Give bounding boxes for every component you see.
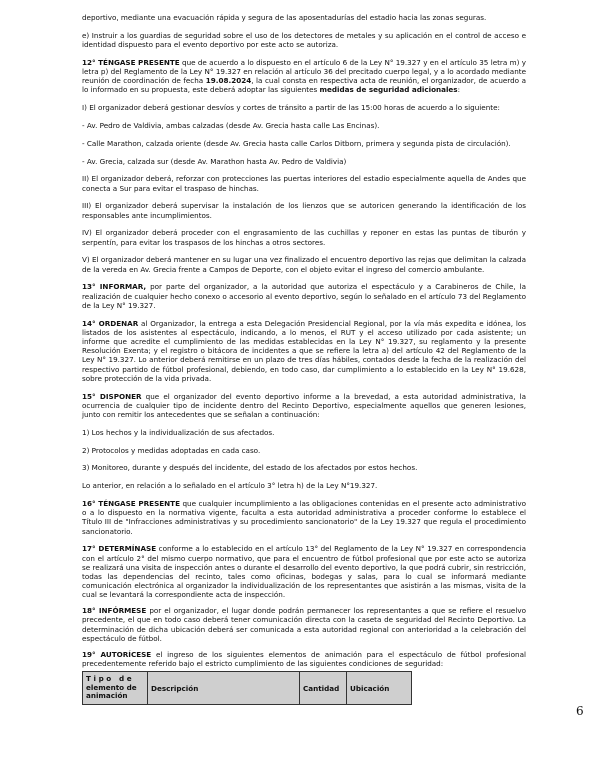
measure-V: V) El organizador deberá mantener en su lugar una vez finalizado el encuentro deportivo las rejas que delimitan la calzada de la vereda en Av. Grecia frente a Campos de Deporte, con el objeto evitar el ingreso del comercio ambulante.: [82, 255, 526, 274]
list-item-2: 2) Protocolos y medidas adoptadas en cada caso.: [82, 445, 261, 455]
paragraph-18: [82, 606, 526, 643]
heading-14: 14° ORDENAR: [82, 318, 139, 328]
paragraph-14: [82, 319, 526, 383]
measure-I: I) El organizador deberá gestionar desvíos y cortes de tránsito a partir de las 15:00 horas de acuerdo a lo siguiente:: [82, 103, 500, 113]
paragraph-12-text-b: , la cual consta en respectiva acta de reunión, el organizador, de acuerdo a lo informado en su propuesta, este deberá adoptar las siguientes: [82, 76, 527, 95]
heading-17: 17° DETERMÍNASE: [82, 544, 157, 554]
document-page: [82, 13, 526, 705]
paragraph-15: [82, 392, 526, 420]
measure-IV: IV) El organizador deberá proceder con el engrasamiento de las cuchillas y reponer en estas las puntas de tiburón y serpentín, para evitar los traspasos de los hinchas a otros sectores.: [82, 228, 526, 247]
route-item-1: - Av. Pedro de Valdivia, ambas calzadas (desde Av. Grecia hasta calle Las Encinas).: [82, 121, 380, 130]
col-header-descripcion: Descripción: [148, 672, 300, 705]
route-item-3: - Av. Grecia, calzada sur (desde Av. Marathon hasta Av. Pedro de Valdivia): [82, 156, 347, 166]
col-header-tipo-line1: Tipo de: [86, 674, 135, 684]
col-header-cantidad: Cantidad: [300, 672, 347, 705]
heading-12: 12° TÉNGASE PRESENTE: [82, 57, 180, 67]
paragraph-12-text-a: que de acuerdo a lo dispuesto en el artículo 6 de la Ley N° 19.327 y en el artículo 35 letra m) y letra p) del Reglamento de la Ley N° 19.327 en relación al artículo 36 del precitado cuerpo legal, y a lo acordado mediante reunión de coordinación de fecha: [82, 57, 526, 86]
page-number: 6: [576, 704, 584, 718]
paragraph-18-text: por el organizador, el lugar donde podrán permanecer los representantes a que se refiere el resuelvo precedente, el que en todo caso deberá tener comunicación directa con la caseta de seguridad del Recinto Deportivo. La determinación de dicha ubicación deberá ser comunicada a esta autoridad regional con anterioridad a la celebración del espectáculo de fútbol.: [82, 606, 526, 643]
paragraph-17: [82, 544, 526, 599]
paragraph-16: [82, 499, 526, 536]
col-header-ubicacion: Ubicación: [347, 672, 412, 705]
paragraph-15-text: que el organizador del evento deportivo informe a la brevedad, a esta autoridad administrativa, la ocurrencia de cualquier tipo de incidente dentro del Recinto Deportivo, especialmente aquellos que generen lesiones, junto con remitir los antecedentes que se señalan a continuación:: [82, 391, 526, 420]
additional-measures-label: medidas de seguridad adicionales: [319, 85, 458, 95]
measure-III: III) El organizador deberá supervisar la instalación de los lienzos que se autoricen generando la identificación de los responsables ante incumplimientos.: [82, 201, 526, 220]
measure-II: II) El organizador deberá, reforzar con protecciones las puertas interiores del estadio especialmente aquella de Andes que conecta a Sur para evitar el traspaso de hinchas.: [82, 174, 526, 193]
col-header-tipo: [83, 672, 148, 705]
paragraph-12: [82, 58, 526, 95]
paragraph-13-text: por parte del organizador, a la autoridad que autoriza el espectáculo y a Carabineros de Chile, la realización de cualquier hecho conexo o accesorio al evento deportivo, según lo señalado en el artículo 73 del Reglamento de la Ley N° 19.327.: [82, 282, 526, 310]
paragraph-14-text: al Organizador, la entrega a esta Delegación Presidencial Regional, por la vía más expedita e idónea, los listados de los asistentes al espectáculo, indicando, a lo menos, el RUT y el acceso utilizado por cada asistente; un informe que acredite el cumplimiento de las medidas establecidas en la Ley N° 19.327, su reglamento y la presente Resolución Exenta; y el registro o bitácora de incidentes a que se refiere la letra a) del artículo 42 del Reglamento de la Ley N° 19.327. Lo anterior deberá remitirse en un plazo de tres días hábiles, contados desde la fecha de la realización del respectivo partido de fútbol profesional, debiendo, en todo caso, dar cumplimiento a lo establecido en la Ley N° 19.628, sobre protección de la vida privada.: [82, 318, 526, 383]
paragraph-17-text: conforme a lo establecido en el artículo 13° del Reglamento de la Ley N° 19.327 en correspondencia con el artículo 2° del mismo cuerpo normativo, que para el encuentro de fútbol profesional que por este acto se autoriza se realizará una visita de inspección antes o durante el desarrollo del evento deportivo, la que podrá cubrir, sin restricción, todas las dependencias del recinto, tales como oficinas, bodegas y salas, para lo cual se informará mediante comunicación electrónica al organizador la individualización de los representantes que asistirán a las mismas, visita de la cual se levantará la correspondiente acta de inspección.: [82, 544, 527, 600]
paragraph-12-colon: :: [457, 85, 461, 95]
table-header-row: [83, 672, 412, 705]
paragraph-continuation: deportivo, mediante una evacuación rápida y segura de las aposentadurías del estadio hacia las zonas seguras.: [82, 13, 487, 22]
heading-19: 19° AUTORÍCESE: [82, 649, 152, 659]
paragraph-19-text: el ingreso de los siguientes elementos de animación para el espectáculo de fútbol profesional precedentemente referido bajo el estricto cumplimiento de las siguientes condiciones de seguridad:: [82, 649, 526, 668]
heading-13: 13° INFORMAR,: [82, 282, 147, 292]
list-item-1: 1) Los hechos y la individualización de sus afectados.: [82, 427, 275, 437]
heading-15: 15° DISPONER: [82, 391, 142, 401]
col-header-tipo-line2: elemento de: [86, 682, 137, 692]
list-item-3: 3) Monitoreo, durante y después del incidente, del estado de los afectados por estos hechos.: [82, 463, 418, 473]
paragraph-item-e: e) Instruir a los guardias de seguridad sobre el uso de los detectores de metales y su aplicación en el control de acceso e identidad dispuesto para el evento deportivo por este acto se autoriza.: [82, 30, 526, 49]
paragraph-16-text: que cualquier incumplimiento a las obligaciones contenidas en el presente acto administrativo o a lo dispuesto en la normativa vigente, faculta a esta autoridad administrativa a proceder conforme lo establece el Título III de "Infracciones administrativas y su procedimiento sancionatorio" de la Ley 19.327 que regula el procedimiento sancionatorio.: [82, 499, 526, 536]
paragraph-13: [82, 282, 526, 310]
meeting-date: 19.08.2024: [205, 76, 252, 86]
col-header-tipo-line3: animación: [86, 691, 128, 701]
legal-reference: Lo anterior, en relación a lo señalado en el artículo 3° letra h) de la Ley N°19.327.: [82, 481, 378, 491]
paragraph-19: [82, 650, 526, 668]
heading-18: 18° INFÓRMESE: [82, 606, 147, 616]
animation-elements-table: [82, 671, 412, 705]
route-item-2: - Calle Marathon, calzada oriente (desde Av. Grecia hasta calle Carlos Ditborn, primera y segunda pista de circulación).: [82, 138, 511, 148]
heading-16: 16° TÉNGASE PRESENTE: [82, 499, 180, 508]
